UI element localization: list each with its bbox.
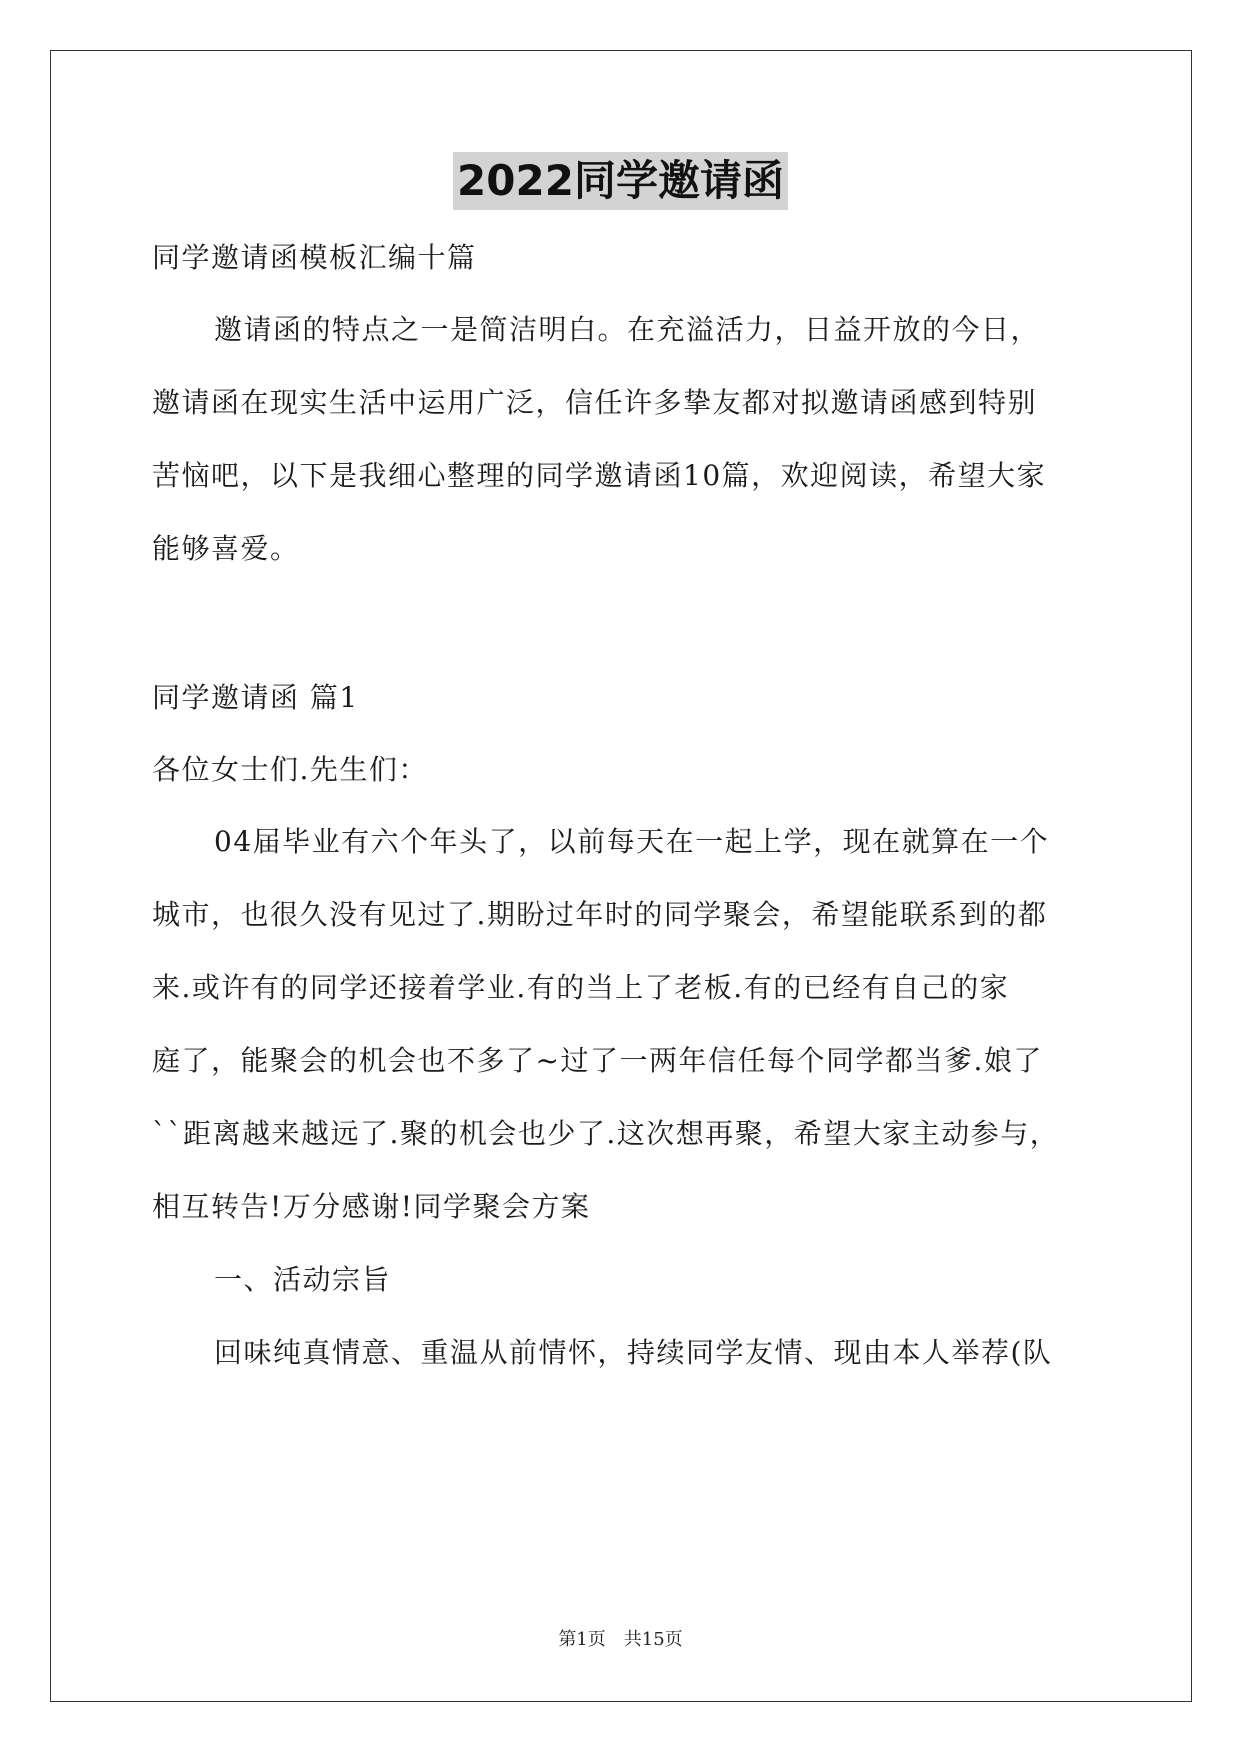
body-line-6: 相互转告!万分感谢!同学聚会方案 <box>152 1190 591 1223</box>
item-heading: 一、活动宗旨 <box>214 1263 392 1296</box>
title-container <box>0 152 1241 210</box>
greeting: 各位女士们.先生们： <box>152 753 428 786</box>
intro-line-4: 能够喜爱。 <box>152 532 300 565</box>
section-heading: 同学邀请函 篇1 <box>152 681 359 714</box>
intro-line-3: 苦恼吧，以下是我细心整理的同学邀请函10篇，欢迎阅读，希望大家 <box>152 459 1047 492</box>
body-line-4: 庭了，能聚会的机会也不多了~过了一两年信任每个同学都当爹.娘了 <box>152 1044 1043 1077</box>
body-line-1: 04届毕业有六个年头了，以前每天在一起上学，现在就算在一个 <box>214 825 1050 858</box>
body-line-5: ``距离越来越远了.聚的机会也少了.这次想再聚，希望大家主动参与， <box>152 1117 1060 1150</box>
page-border <box>50 50 1192 1702</box>
intro-line-2: 邀请函在现实生活中运用广泛，信任许多挚友都对拟邀请函感到特别 <box>152 386 1038 419</box>
document-subtitle: 同学邀请函模板汇编十篇 <box>152 241 477 274</box>
body-line-3: 来.或许有的同学还接着学业.有的当上了老板.有的已经有自己的家 <box>152 971 1010 1004</box>
body-line-2: 城市，也很久没有见过了.期盼过年时的同学聚会，希望能联系到的都 <box>152 898 1048 931</box>
intro-line-1: 邀请函的特点之一是简洁明白。在充溢活力，日益开放的今日， <box>214 313 1041 346</box>
document-title: 2022同学邀请函 <box>453 152 788 210</box>
page-number: 第1页 共15页 <box>558 1629 683 1650</box>
item-line: 回味纯真情意、重温从前情怀，持续同学友情、现由本人举荐(队 <box>214 1336 1053 1369</box>
